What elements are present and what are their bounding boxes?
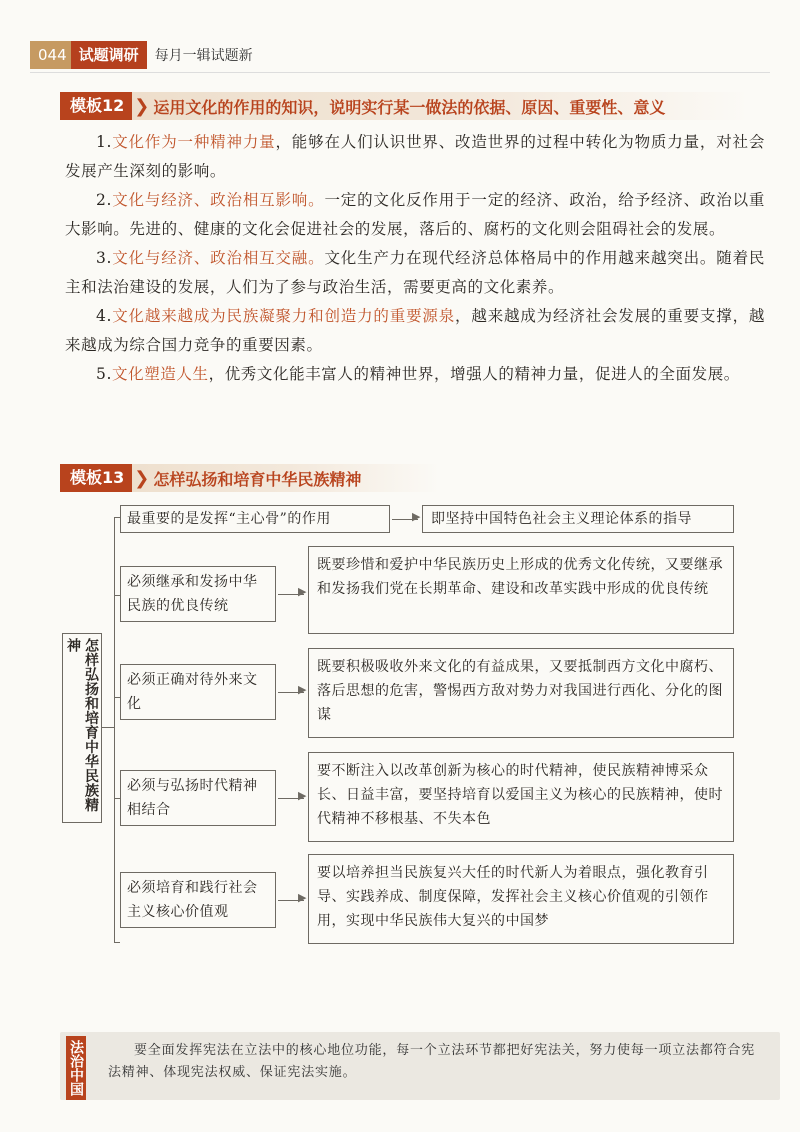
template12-item-4: 4.文化越来越成为民族凝聚力和创造力的重要源泉，越来越成为经济社会发展的重要支撑，越来越成为综合国力竞争的重要因素。	[65, 307, 765, 354]
template12-item-5: 5.文化塑造人生，优秀文化能丰富人的精神世界，增强人的精神力量，促进人的全面发展。	[96, 365, 740, 383]
template12-heading	[60, 92, 750, 120]
page-number: 044	[30, 41, 71, 69]
bracket-tick-5	[114, 942, 120, 943]
arrow-right-icon: ▶	[298, 789, 307, 802]
arrow-right-icon: ▶	[298, 683, 307, 696]
branch-5-right: 要以培养担当民族复兴大任的时代新人为着眼点，强化教育引导、实践养成、制度保障，发挥社会主义核心价值观的引领作用，实现中华民族伟大复兴的中国梦	[308, 854, 734, 944]
bracket-stem	[102, 727, 114, 728]
template12-item-1: 1.文化作为一种精神力量，能够在人们认识世界、改造世界的过程中转化为物质力量，对社会发展产生深刻的影响。	[65, 133, 765, 180]
branch-4-right: 要不断注入以改革创新为核心的时代精神，使民族精神博采众长、日益丰富，要坚持培育以爱国主义为核心的民族精神，使时代精神不移根基、不失本色	[308, 752, 734, 842]
branch-4-left: 必须与弘扬时代精神相结合	[120, 770, 276, 826]
template12-item-3: 3.文化与经济、政治相互交融。文化生产力在现代经济总体格局中的作用越来越突出。随着民主和法治建设的发展，人们为了参与政治生活，需要更高的文化素养。	[65, 249, 765, 296]
branch-3-right: 既要积极吸收外来文化的有益成果，又要抵制西方文化中腐朽、落后思想的危害，警惕西方敌对势力对我国进行西化、分化的图谋	[308, 648, 734, 738]
template12-content	[65, 128, 765, 389]
template13-tag: 模板13	[60, 464, 132, 492]
header-divider	[30, 72, 770, 73]
branch-5-left: 必须培育和践行社会主义核心价值观	[120, 872, 276, 928]
bracket-vertical	[114, 517, 115, 943]
page-header	[30, 40, 253, 70]
chevron-right-icon: ❯	[134, 467, 150, 489]
template13-heading	[60, 464, 440, 492]
column-name: 试题调研	[71, 41, 147, 69]
branch-2-left: 必须继承和发扬中华民族的优良传统	[120, 566, 276, 622]
rule-of-law-note	[60, 1032, 780, 1100]
diagram-root: 怎样弘扬和培育中华民族精神	[62, 633, 102, 823]
arrow-right-icon: ▶	[298, 891, 307, 904]
branch-1-right: 即坚持中国特色社会主义理论体系的指导	[422, 505, 734, 533]
template12-title: 运用文化的作用的知识，说明实行某一做法的依据、原因、重要性、意义	[153, 97, 666, 117]
arrow-right-icon: ▶	[298, 585, 307, 598]
template13-title: 怎样弘扬和培育中华民族精神	[153, 469, 362, 489]
branch-1-left: 最重要的是发挥“主心骨”的作用	[120, 505, 390, 533]
branch-2-right: 既要珍惜和爱护中华民族历史上形成的优秀文化传统，又要继承和发扬我们党在长期革命、建设和改革实践中形成的优良传统	[308, 546, 734, 634]
branch-3-left: 必须正确对待外来文化	[120, 664, 276, 720]
template12-tag: 模板12	[60, 92, 132, 120]
header-subtitle: 每月一辑试题新	[154, 48, 253, 64]
template12-item-2: 2.文化与经济、政治相互影响。一定的文化反作用于一定的经济、政治，给予经济、政治以重大影响。先进的、健康的文化会促进社会的发展，落后的、腐朽的文化则会阻碍社会的发展。	[65, 191, 765, 238]
note-text: 要全面发挥宪法在立法中的核心地位功能，每一个立法环节都把好宪法关，努力使每一项立法都符合宪法精神、体现宪法权威、保证宪法实施。	[108, 1043, 756, 1080]
arrow-right-icon: ▶	[412, 510, 421, 523]
chevron-right-icon: ❯	[134, 95, 150, 117]
note-tag: 法治中国	[66, 1036, 86, 1100]
